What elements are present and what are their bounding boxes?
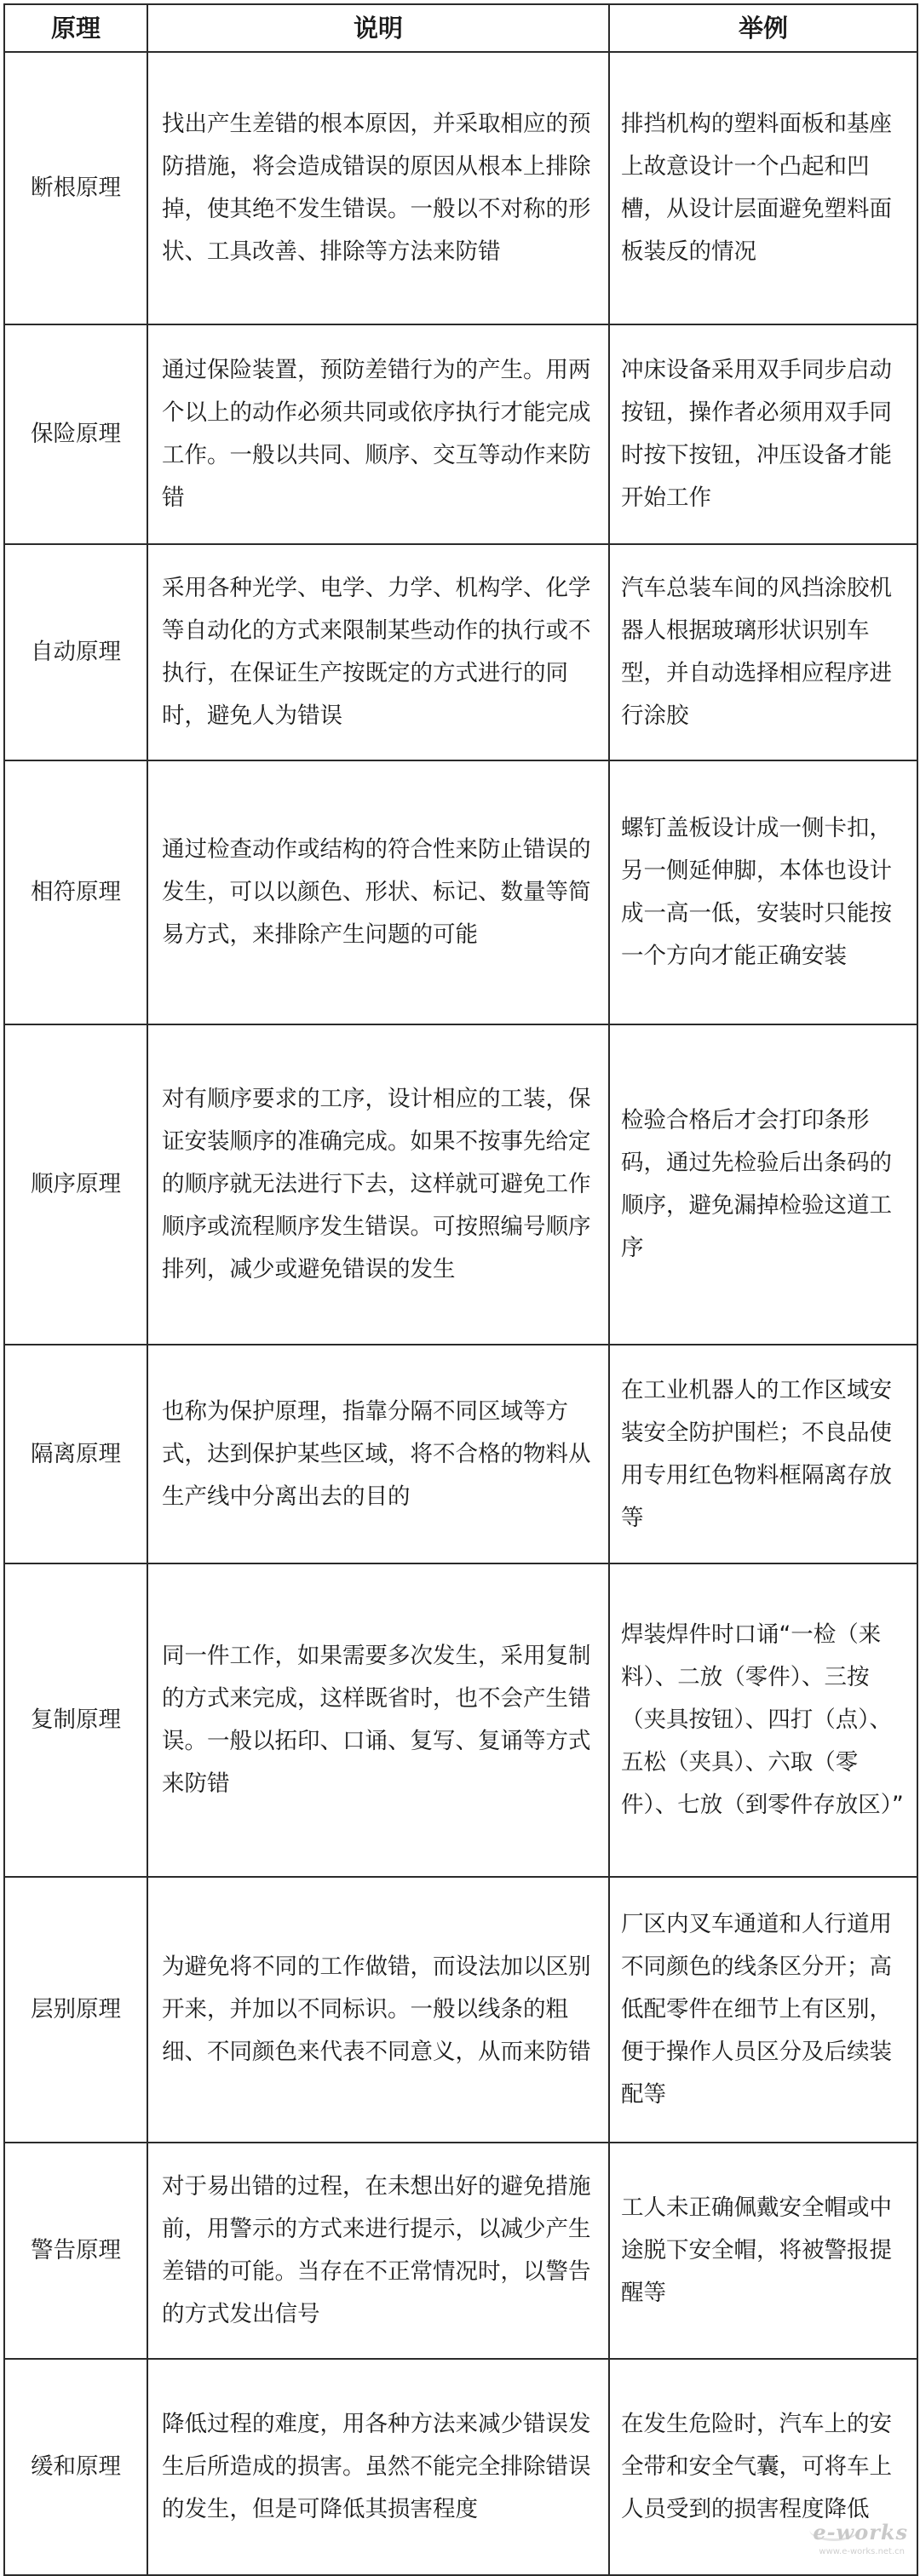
watermark-brand: e-works [813,2520,908,2544]
principle-description: 降低过程的难度，用各种方法来减少错误发生后所造成的损害。虽然不能完全排除错误的发生，但是可降低其损害程度 [147,2359,609,2575]
principle-name: 层别原理 [4,1877,147,2143]
table-row [4,1345,917,1563]
principle-example: 汽车总装车间的风挡涂胶机器人根据玻璃形状识别车型，并自动选择相应程序进行涂胶 [609,544,917,760]
table-row [4,544,917,760]
principle-name: 顺序原理 [4,1024,147,1345]
principle-example: 厂区内叉车通道和人行道用不同颜色的线条区分开；高低配零件在细节上有区别，便于操作人员区分及后续装配等 [609,1877,917,2143]
principle-example: 螺钉盖板设计成一侧卡扣，另一侧延伸脚，本体也设计成一高一低，安装时只能按一个方向才能正确安装 [609,760,917,1024]
error-proofing-principles-table [3,3,918,2576]
table-row [4,324,917,544]
table-row [4,52,917,324]
principle-name: 缓和原理 [4,2359,147,2575]
principle-name: 自动原理 [4,544,147,760]
principle-example: 在工业机器人的工作区域安装安全防护围栏；不良品使用专用红色物料框隔离存放等 [609,1345,917,1563]
header-principle: 原理 [4,4,147,52]
principle-description: 为避免将不同的工作做错，而设法加以区别开来，并加以不同标识。一般以线条的粗细、不同颜色来代表不同意义，从而来防错 [147,1877,609,2143]
principle-name: 相符原理 [4,760,147,1024]
table-row [4,1024,917,1345]
principle-name: 隔离原理 [4,1345,147,1563]
principle-description: 通过检查动作或结构的符合性来防止错误的发生，可以以颜色、形状、标记、数量等简易方式，来排除产生问题的可能 [147,760,609,1024]
principle-example: 排挡机构的塑料面板和基座上故意设计一个凸起和凹槽，从设计层面避免塑料面板装反的情况 [609,52,917,324]
principle-description: 也称为保护原理，指靠分隔不同区域等方式，达到保护某些区域，将不合格的物料从生产线中分离出去的目的 [147,1345,609,1563]
principle-example: 冲床设备采用双手同步启动按钮，操作者必须用双手同时按下按钮，冲压设备才能开始工作 [609,324,917,544]
watermark-url: www.e-works.net.cn [819,2547,905,2556]
principle-description: 同一件工作，如果需要多次发生，采用复制的方式来完成，这样既省时，也不会产生错误。一般以拓印、口诵、复写、复诵等方式来防错 [147,1563,609,1877]
principle-description: 通过保险装置，预防差错行为的产生。用两个以上的动作必须共同或依序执行才能完成工作。一般以共同、顺序、交互等动作来防错 [147,324,609,544]
principles-table-container [3,3,917,2576]
principle-example: 工人未正确佩戴安全帽或中途脱下安全帽，将被警报提醒等 [609,2143,917,2359]
table-row [4,2359,917,2575]
header-row [4,4,917,52]
principle-example: 检验合格后才会打印条形码，通过先检验后出条码的顺序，避免漏掉检验这道工序 [609,1024,917,1345]
principle-example: 焊装焊件时口诵“一检（来料）、二放（零件）、三按（夹具按钮）、四打（点）、五松（夹具）、六取（零件）、七放（到零件存放区）” [609,1563,917,1877]
principle-description: 对于易出错的过程，在未想出好的避免措施前，用警示的方式来进行提示，以减少产生差错的可能。当存在不正常情况时，以警告的方式发出信号 [147,2143,609,2359]
table-row [4,2143,917,2359]
table-row [4,760,917,1024]
principle-example: 在发生危险时，汽车上的安全带和安全气囊，可将车上人员受到的损害程度降低 [609,2359,917,2575]
principle-name: 保险原理 [4,324,147,544]
principle-name: 断根原理 [4,52,147,324]
principle-description: 找出产生差错的根本原因，并采取相应的预防措施，将会造成错误的原因从根本上排除掉，使其绝不发生错误。一般以不对称的形状、工具改善、排除等方法来防错 [147,52,609,324]
e-works-watermark-logo [808,2517,910,2558]
principle-description: 采用各种光学、电学、力学、机构学、化学等自动化的方式来限制某些动作的执行或不执行，在保证生产按既定的方式进行的同时，避免人为错误 [147,544,609,760]
header-example: 举例 [609,4,917,52]
header-description: 说明 [147,4,609,52]
principle-description: 对有顺序要求的工序，设计相应的工装，保证安装顺序的准确完成。如果不按事先给定的顺序就无法进行下去，这样就可避免工作顺序或流程顺序发生错误。可按照编号顺序排列，减少或避免错误的发生 [147,1024,609,1345]
table-row [4,1563,917,1877]
principle-name: 复制原理 [4,1563,147,1877]
table-row [4,1877,917,2143]
principle-name: 警告原理 [4,2143,147,2359]
